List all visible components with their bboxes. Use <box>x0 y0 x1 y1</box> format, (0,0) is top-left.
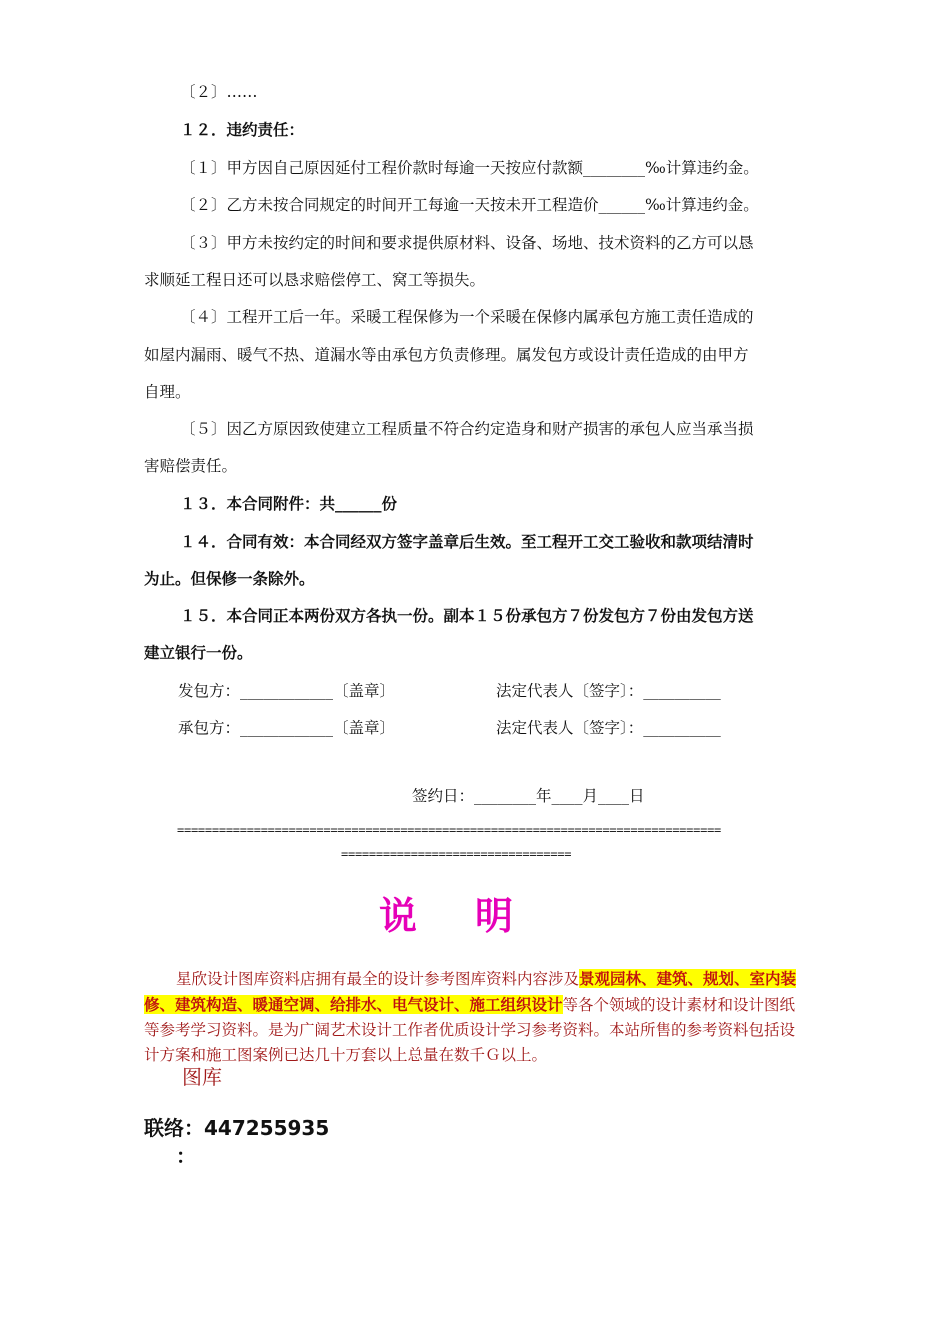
signature-contractor: 承包方：____________〔盖章〕 <box>178 719 396 737</box>
clause-12-item-1: 〔１〕甲方因自己原因延付工程价款时每逾一天按应付款额________‰计算违约金。 <box>180 159 759 177</box>
notice-title: 说明 <box>378 894 571 938</box>
clause-12-item-3-line1: 〔３〕甲方未按约定的时间和要求提供原材料、设备、场地、技术资料的乙方可以恳 <box>180 234 754 252</box>
clause-12-item-4-line3: 自理。 <box>144 383 191 401</box>
clause-12-item-5-line2: 害赔偿责任。 <box>144 457 238 475</box>
signature-contractor-representative: 法定代表人〔签字〕：__________ <box>496 719 721 737</box>
notice-highlight: 景观园林、建筑、规划、室内装修、建筑构造、暖通空调、给排水、电气设计、施工组织设计 <box>144 969 797 1014</box>
notice-description <box>144 966 808 1068</box>
separator-line-1: ============================================================================== <box>177 823 722 837</box>
clause-12-item-5-line1: 〔５〕因乙方原因致使建立工程质量不符合约定造身和财产损害的承包人应当承当损 <box>180 420 754 438</box>
clause-12-item-3-line2: 求顺延工程日还可以恳求赔偿停工、窝工等损失。 <box>144 271 486 289</box>
notice-text-before: 星欣设计图库资料店拥有最全的设计参考图库资料内容涉及 <box>176 970 580 988</box>
clause-12-heading: １２．违约责任： <box>180 121 305 139</box>
clause-12-item-4-line2: 如屋内漏雨、暖气不热、道漏水等由承包方负责修理。属发包方或设计责任造成的由甲方 <box>144 346 749 364</box>
clause-12-item-2: 〔２〕乙方未按合同规定的时间开工每逾一天按未开工程造价______‰计算违约金。 <box>180 196 759 214</box>
clause-13: １３．本合同附件：共______份 <box>180 495 398 513</box>
clause-12-item-4-line1: 〔４〕工程开工后一年。采暖工程保修为一个采暖在保修内属承包方施工责任造成的 <box>180 308 754 326</box>
clause-15-line2: 建立银行一份。 <box>144 644 253 662</box>
clause-11-item-2: 〔２〕…… <box>180 83 258 101</box>
trailing-colon: ： <box>176 1144 196 1168</box>
signing-date: 签约日：________年____月____日 <box>412 787 645 805</box>
contact-info: 联络：447255935 <box>144 1116 330 1140</box>
signature-employer: 发包方：____________〔盖章〕 <box>178 682 396 700</box>
separator-line-2: ================================= <box>341 847 572 861</box>
notice-text-after: 等各个领域的设计素材和设计图纸等参考学习资料。是为广阔艺术设计工作者优质设计学习参考资料。本站所售的参考资料包括设计方案和施工图案例已达几十万套以上总量在数千Ｇ以上。 <box>144 996 796 1064</box>
library-label: 图库 <box>182 1065 222 1089</box>
clause-14-line1: １４．合同有效：本合同经双方签字盖章后生效。至工程开工交工验收和款项结清时 <box>180 533 754 551</box>
clause-14-line2: 为止。但保修一条除外。 <box>144 570 315 588</box>
clause-15-line1: １５．本合同正本两份双方各执一份。副本１５份承包方７份发包方７份由发包方送 <box>180 607 754 625</box>
signature-employer-representative: 法定代表人〔签字〕：__________ <box>496 682 721 700</box>
